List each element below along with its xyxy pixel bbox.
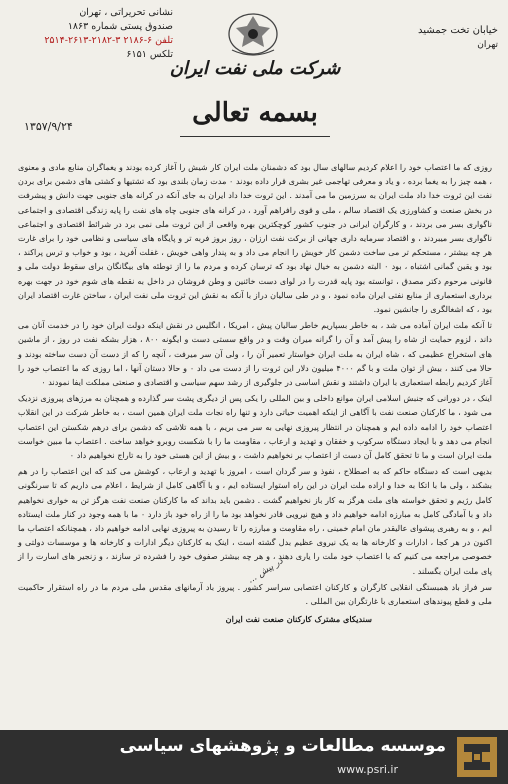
letterhead-address: نشانی تحریراتی ، تهران: [79, 7, 173, 18]
letterhead-contact-block: [8, 6, 173, 62]
company-name: شرکت ملی نفت ایران: [169, 58, 341, 79]
watermark-footer: [0, 730, 508, 784]
institute-title: موسسه مطالعات و پژوهشهای سیاسی: [119, 736, 446, 756]
body-paragraph: بدیهی است که دستگاه حاکم که به اصطلاح ، نفوذ و سر گردان است ، امروز با تهدید و ارعاب ، کوشش می کند که این اعتصاب را در هم بشکند ، ولی ما با اتکا به خدا و اراده ملت ایران در این راه استوار ایستاده ایم ، و با آگاهی کامل از شرایط ، اعلام می داریم که تا سرنگونی کامل رژیم و تحقق خواسته های ملت هرگز به کار باز نخواهیم گشت . دشمن باید بداند که ما کارکنان صنعت نفت هرگز تن به خواری نخواهیم داد و با آمادگی کامل به مبارزه ادامه خواهیم داد و هیچ نیرویی قادر نخواهد بود ما را از راه خود باز دارد ۰ ما با همه وجود در کنار ملت ایستاده ایم ، و به رهبری پیشوای عالیقدر مان امام خمینی ، راه مقاومت و مبارزه را تا رسیدن به پیروزی نهایی ادامه خواهیم داد ، همچنانکه اعتصاب ما اکنون در هر کجا ، ادارات و کارخانه ها به یک نیروی عظیم بدل گشته است ، اینک به کارکنان دیگر ادارات و کارخانه ها و موسسات دولتی و خصوصی مراجعه می کنیم که با اعتصاب خود ملت را یاری دهند ، و هر چه بیشتر صفوف خود را فشرده تر سازند ، و زنجیر های اسارت را از پای ملت ایران بگسلند .: [18, 466, 492, 576]
body-paragraph: اینک ، در دورانی که جنبش اسلامی ایران موانع داخلی و بین المللی را یکی پس از دیگری پشت سر گذارده و همچنان به مرزهای پیروزی نزدیک می شود ، ما کارکنان صنعت نفت با آگاهی از اینکه اهمیت حیاتی دارد و تنها راه نجات ملت ایران همین است ، به خاطر شرکت در این انقلاب اعتصاب خود را ادامه داده ایم و همچنان در انتظار پیروزی نهایی به سر می بریم ، با همه تلاشی که دشمن برای درهم شکستن این اعتصاب انجام می دهد و با ایجاد دستگاه سرکوب و خفقان و تهدید و ارعاب ، مقاومت ما را با شکست روبرو خواهد ساخت . اعتصاب ما مبین خواست ملت ایران است و ما تا تحقق کامل آن دست از اعتصاب بر نخواهیم داشت ، و بیش از این هستی خود را به تاراج نخواهیم داد ۰: [18, 393, 492, 461]
institute-logo-icon: [456, 736, 498, 778]
document-body: [18, 160, 492, 627]
basmala-heading: بسمه تعالی: [192, 98, 318, 128]
handwritten-note: در پیش ...: [246, 556, 286, 586]
document-date: ۱۳۵۷/۹/۲۴: [24, 120, 73, 133]
letterhead-right-block: [388, 24, 498, 52]
letterhead-telex: تلکس ۶۱۵۱: [126, 49, 173, 60]
body-paragraph: سر فراز باد همبستگی انقلابی کارگران و کارکنان اعتصابی سراسر کشور . پیروز باد آرمانهای مقدس ملی مردم ما در راه استقرار حاکمیت ملی و قطع پیوندهای استعماری با غارتگران بین المللی .: [18, 581, 492, 607]
company-emblem-icon: [218, 4, 288, 60]
letterhead-pobox: صندوق پستی شماره ۱۸۶۳: [67, 21, 173, 32]
letterhead-street: خیابان تخت جمشید: [418, 25, 498, 36]
body-paragraph: روزی که ما اعتصاب خود را اعلام کردیم سالهای سال بود که دشمنان ملت ایران کار شیش را آغاز کرده بودند و یغماگران منابع مادی و معنوی ، همه چیز را به یغما برده ، و یاد و معرفی تهاجمی غیر بشری قرار داده بودند ۰ مدت زمان بلندی بود که تشتیها و کشتی های دشمن برای بردن نفت این ثروت خدا داد ملت ایران به سرزمین ما می آمدند . این ثروت خدا داد ایران به جای آنکه در کرانه های جنوبی جهت دانش و پیشرفت در بخش صنعت و کشاورزی یک اقتصاد سالم ، ملی و قوی رافراهم آورد ، در کرانه های جنوبی چاه های نفت را پایه زندگی اقتصادی و اجتماعی ناگواری بسر می بردند ، و کارگران ایرانی در جنوب کشور کوچکترین بهره واقعی از این ثروت ملی نمی برد در شرائط اقتصادی و اجتماعی ناگواری بسر میبردند ، و اقتصاد سرمایه داری جهانی از برکت نفت ارزان ، روز بروز فربه تر و پایگاه های سیاسی و نظامی خود را برای غارت هر چه بیشتر ، مستحکم تر می ساخت دشمن کار خویش را انجام می داد و به پندار واهی خویش ، غفلت آفرید ، بود و خواب و ترس پراکند ، بود و یقین گمانی اشتباه ، بود ۰ البته دشمن به خیال نهاد بود که ترسان کرده و مردم ما را از توطئه های بیگانگان برای سقوط دولت ملی و قانونی مرحوم دکتر مصدق ، توانسته بود پایه قدرت را در لوای دست خائنین و وطن فروشان در داخل به نقطه های شوم خود در جهت بهره برداری استعماری از منابع نفتی ایران ماده نمود ، و در طی سالیان دراز با آنکه به نقش این ثروت ملی نفت ایران ، ساختن غارت اقتصاد ایران بود ، که اشغالگری را جانشین نمود.: [18, 162, 492, 315]
signature-line: سندیکای مشترک کارکنان صنعت نفت ایران: [225, 614, 372, 625]
basmala-underline: [180, 136, 330, 137]
body-paragraph: تا آنکه ملت ایران آماده می شد ، به خاطر بسپاریم خاطر سالیان پیش ، امریکا ، انگلیس در نقش اینکه دولت ایران خود را در خدمت آنان می داند ، لزوم حمایت از شاه را پیش آمد و آن را گرانه میران وقت و در واقع سستی دست و ایگونه ۸۰۰ ، هزار بشکه نفت در روز ، از ماشین های استخراج عظیمی که ، شاه ایران به ملت ایران خواستار تعمیر آن را ، ولی آن سر میرفت ، آنچه را که از دست آن دست ساخته بودند و حالا می کنند ، بیش از توان ملت و با گم ۴۰۰۰ میلیون دلار این ثروت را از دست می داد ۰ و حالا دستان آنها ، اما روزی که ما اعتصاب خود را آغاز کردیم رابطه استعماری با ایران داشتند و نقش اساسی در جلوگیری از رشد سهم سیاسی و اقتصادی و صنعتی مملکت ایفا نمودند ۰: [18, 320, 492, 388]
letterhead-phones: تلفن ۶-۲۱۸۶ ۳-۲۱۸۲-۲۶۱۳-۲۵۱۴: [44, 35, 173, 46]
letterhead-city: تهران: [477, 40, 498, 50]
institute-url: www.psri.ir: [337, 763, 398, 776]
